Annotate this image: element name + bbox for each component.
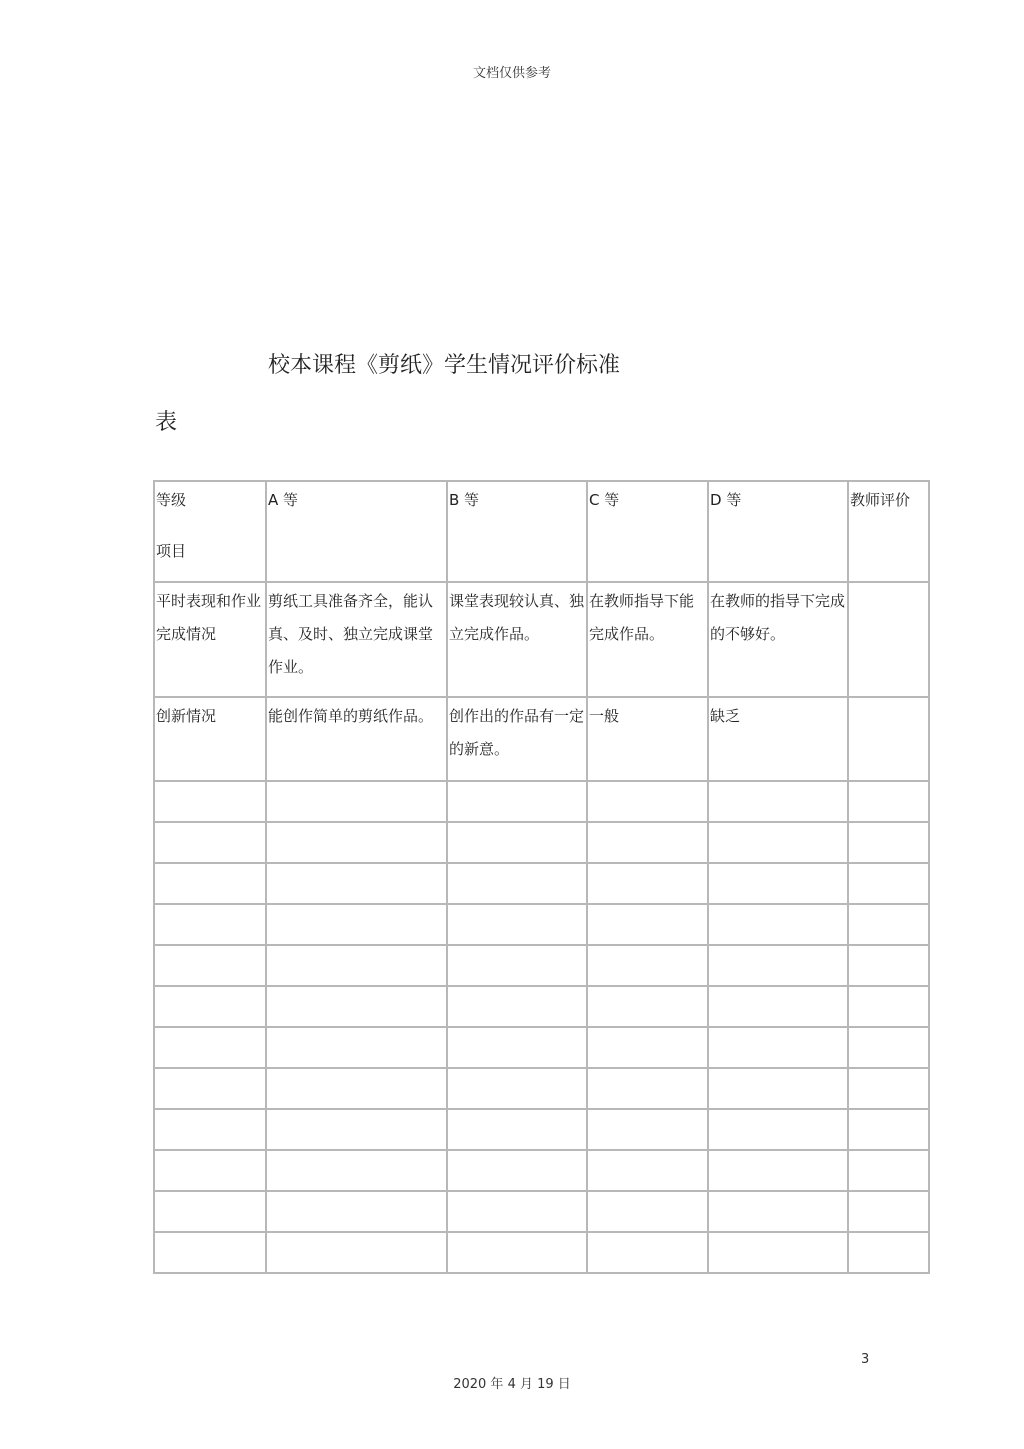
- empty-table-row: [154, 945, 929, 986]
- empty-cell: [587, 1191, 708, 1232]
- empty-cell: [587, 904, 708, 945]
- empty-cell: [848, 904, 929, 945]
- empty-cell: [154, 945, 266, 986]
- empty-cell: [447, 863, 587, 904]
- empty-table-row: [154, 1150, 929, 1191]
- row-b-criterion: 课堂表现较认真、独立完成作品。: [449, 592, 585, 643]
- empty-table-row: [154, 1068, 929, 1109]
- empty-cell: [154, 822, 266, 863]
- empty-cell: [154, 986, 266, 1027]
- empty-cell: [708, 781, 848, 822]
- empty-cell: [848, 863, 929, 904]
- empty-cell: [154, 863, 266, 904]
- empty-cell: [708, 1027, 848, 1068]
- empty-cell: [266, 1150, 447, 1191]
- empty-cell: [266, 986, 447, 1027]
- header-a-label: A 等: [268, 491, 299, 509]
- empty-table-row: [154, 863, 929, 904]
- empty-cell: [587, 863, 708, 904]
- empty-cell: [447, 1191, 587, 1232]
- row-d-criterion: 在教师的指导下完成的不够好。: [710, 592, 846, 643]
- empty-cell: [708, 945, 848, 986]
- empty-cell: [587, 1150, 708, 1191]
- empty-cell: [587, 986, 708, 1027]
- header-d-label: D 等: [710, 491, 742, 509]
- row-a-criterion: 剪纸工具准备齐全，能认真、及时、独立完成课堂作业。: [268, 592, 434, 676]
- row-d-criterion: 缺乏: [710, 707, 741, 725]
- empty-table-row: [154, 781, 929, 822]
- empty-cell: [266, 1191, 447, 1232]
- evaluation-table: [153, 480, 930, 1274]
- empty-cell: [848, 1232, 929, 1273]
- empty-cell: [708, 1109, 848, 1150]
- empty-cell: [154, 1191, 266, 1232]
- empty-cell: [154, 1232, 266, 1273]
- empty-cell: [447, 986, 587, 1027]
- header-cell-b: [447, 481, 587, 582]
- empty-cell: [587, 1109, 708, 1150]
- empty-table-row: [154, 1027, 929, 1068]
- empty-cell: [447, 1232, 587, 1273]
- empty-table-row: [154, 1232, 929, 1273]
- document-title-continued: 表: [155, 410, 178, 435]
- empty-cell: [447, 1109, 587, 1150]
- empty-cell: [266, 1068, 447, 1109]
- document-title: 校本课程《剪纸》学生情况评价标准: [268, 353, 621, 378]
- empty-cell: [708, 904, 848, 945]
- empty-cell: [848, 1068, 929, 1109]
- empty-cell: [587, 1232, 708, 1273]
- empty-cell: [708, 986, 848, 1027]
- empty-table-row: [154, 986, 929, 1027]
- table-row: [154, 582, 929, 697]
- empty-table-row: [154, 904, 929, 945]
- empty-cell: [154, 1027, 266, 1068]
- empty-cell: [447, 781, 587, 822]
- empty-table-row: [154, 822, 929, 863]
- item-label: 项目: [156, 542, 187, 560]
- header-cell-a: [266, 481, 447, 582]
- header-cell-c: [587, 481, 708, 582]
- empty-cell: [587, 1027, 708, 1068]
- row-teacher-evaluation: [849, 583, 928, 585]
- empty-table-row: [154, 1191, 929, 1232]
- empty-cell: [708, 1232, 848, 1273]
- empty-rows: [154, 781, 929, 1273]
- empty-cell: [587, 822, 708, 863]
- page-header: 文档仅供参考: [472, 66, 551, 81]
- empty-cell: [154, 904, 266, 945]
- empty-cell: [154, 1068, 266, 1109]
- row-item: 平时表现和作业完成情况: [156, 592, 262, 643]
- empty-cell: [848, 1027, 929, 1068]
- header-teacher-label: 教师评价: [850, 491, 911, 509]
- table-header-row: [154, 481, 929, 582]
- empty-cell: [848, 781, 929, 822]
- empty-cell: [447, 1150, 587, 1191]
- empty-cell: [848, 822, 929, 863]
- empty-cell: [708, 1150, 848, 1191]
- row-c-criterion: 在教师指导下能完成作品。: [589, 592, 695, 643]
- empty-cell: [587, 1068, 708, 1109]
- empty-cell: [447, 822, 587, 863]
- grade-label: 等级: [156, 491, 187, 509]
- row-teacher-evaluation: [849, 698, 928, 700]
- empty-cell: [708, 822, 848, 863]
- empty-cell: [848, 1109, 929, 1150]
- empty-cell: [587, 945, 708, 986]
- empty-cell: [266, 1027, 447, 1068]
- row-item: 创新情况: [156, 707, 217, 725]
- corner-header-cell: [154, 481, 266, 582]
- empty-cell: [848, 945, 929, 986]
- row-c-criterion: 一般: [589, 707, 620, 725]
- empty-cell: [848, 1191, 929, 1232]
- empty-table-row: [154, 1109, 929, 1150]
- empty-cell: [848, 1150, 929, 1191]
- empty-cell: [266, 822, 447, 863]
- empty-cell: [266, 863, 447, 904]
- empty-cell: [154, 1109, 266, 1150]
- empty-cell: [447, 945, 587, 986]
- page-number: 3: [861, 1352, 870, 1367]
- row-a-criterion: 能创作简单的剪纸作品。: [268, 707, 434, 725]
- row-b-criterion: 创作出的作品有一定的新意。: [449, 707, 585, 758]
- empty-cell: [708, 1068, 848, 1109]
- empty-cell: [266, 904, 447, 945]
- empty-cell: [154, 1150, 266, 1191]
- table-row: [154, 697, 929, 781]
- empty-cell: [708, 863, 848, 904]
- empty-cell: [848, 986, 929, 1027]
- empty-cell: [447, 1068, 587, 1109]
- empty-cell: [447, 1027, 587, 1068]
- header-cell-d: [708, 481, 848, 582]
- empty-cell: [266, 945, 447, 986]
- empty-cell: [587, 781, 708, 822]
- empty-cell: [266, 781, 447, 822]
- empty-cell: [266, 1109, 447, 1150]
- page-footer-date: 2020 年 4 月 19 日: [453, 1377, 571, 1392]
- empty-cell: [447, 904, 587, 945]
- header-c-label: C 等: [589, 491, 620, 509]
- header-b-label: B 等: [449, 491, 480, 509]
- empty-cell: [708, 1191, 848, 1232]
- header-cell-teacher: [848, 481, 929, 582]
- empty-cell: [154, 781, 266, 822]
- empty-cell: [266, 1232, 447, 1273]
